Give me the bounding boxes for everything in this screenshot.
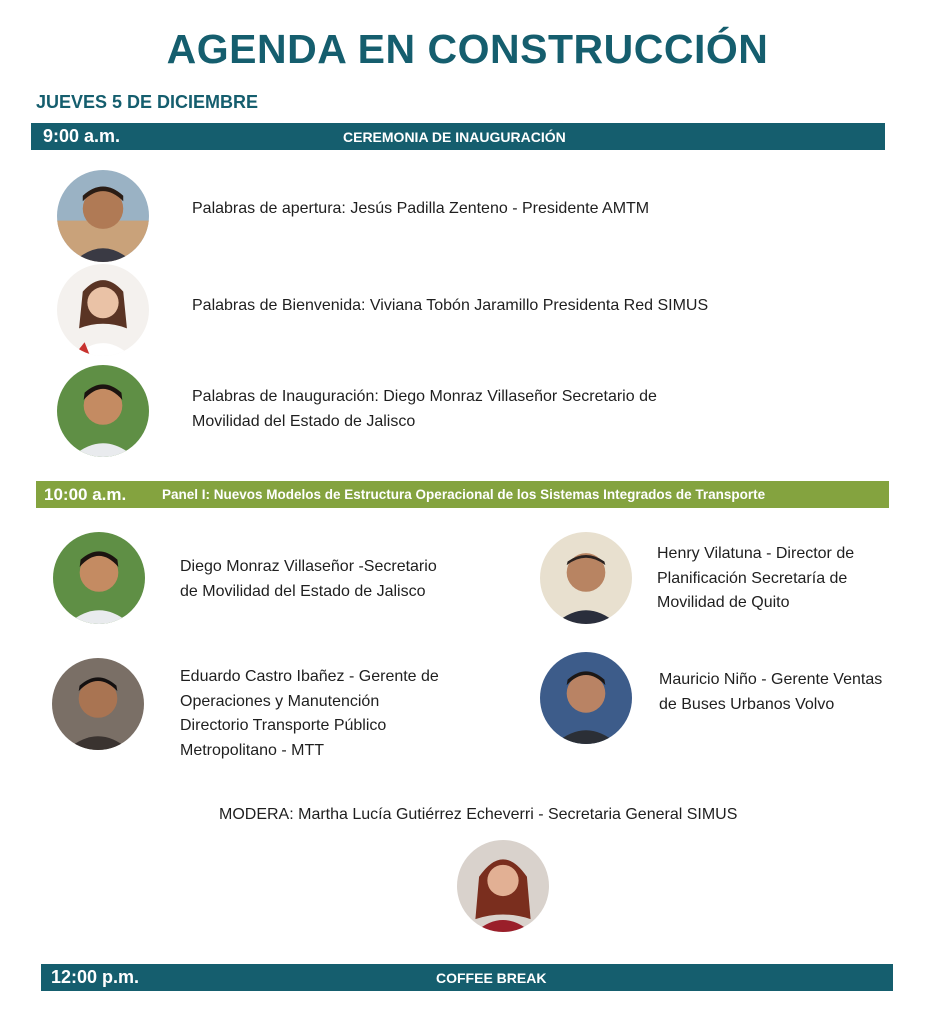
session-bar-panel xyxy=(36,481,889,508)
moderator-photo xyxy=(457,840,549,932)
panelist-text: Eduardo Castro Ibañez - Gerente de Operaciones y Manutención Directorio Transporte Público Metropolitano - MTT xyxy=(180,668,439,759)
speaker-photo xyxy=(57,170,149,262)
panelist-text: Mauricio Niño - Gerente Ventas de Buses Urbanos Volvo xyxy=(659,671,883,713)
panelist-photo xyxy=(53,532,145,624)
event-date: JUEVES 5 DE DICIEMBRE xyxy=(36,92,259,112)
panelist-photo xyxy=(540,652,632,744)
panelist-photo xyxy=(52,658,144,750)
session-bar-coffee-break xyxy=(41,964,893,991)
speaker-text: Palabras de Bienvenida: Viviana Tobón Jaramillo Presidenta Red SIMUS xyxy=(192,297,709,314)
moderator-text: MODERA: Martha Lucía Gutiérrez Echeverri - Secretaria General SIMUS xyxy=(219,806,738,823)
session-label: CEREMONIA DE INAUGURACIÓN xyxy=(343,128,566,145)
session-bar-inauguration xyxy=(31,123,885,150)
speaker-photo xyxy=(57,365,149,457)
speaker-text: Palabras de apertura: Jesús Padilla Zenteno - Presidente AMTM xyxy=(192,200,650,217)
session-time: 10:00 a.m. xyxy=(44,484,127,504)
speaker-photo xyxy=(57,264,149,356)
session-time: 9:00 a.m. xyxy=(43,126,121,146)
page-title: AGENDA EN CONSTRUCCIÓN xyxy=(166,26,769,72)
session-time: 12:00 p.m. xyxy=(51,967,140,987)
panelist-text: Diego Monraz Villaseñor -Secretario de Movilidad del Estado de Jalisco xyxy=(180,558,437,600)
panelist-photo xyxy=(540,532,632,624)
speaker-text: Palabras de Inauguración: Diego Monraz Villaseñor Secretario de Movilidad del Estado de Jalisco xyxy=(192,388,657,430)
session-label: COFFEE BREAK xyxy=(436,969,547,986)
panelist-text: Henry Vilatuna - Director de Planificación Secretaría de Movilidad de Quito xyxy=(657,545,855,611)
session-label: Panel I: Nuevos Modelos de Estructura Operacional de los Sistemas Integrados de Transporte xyxy=(162,487,766,502)
